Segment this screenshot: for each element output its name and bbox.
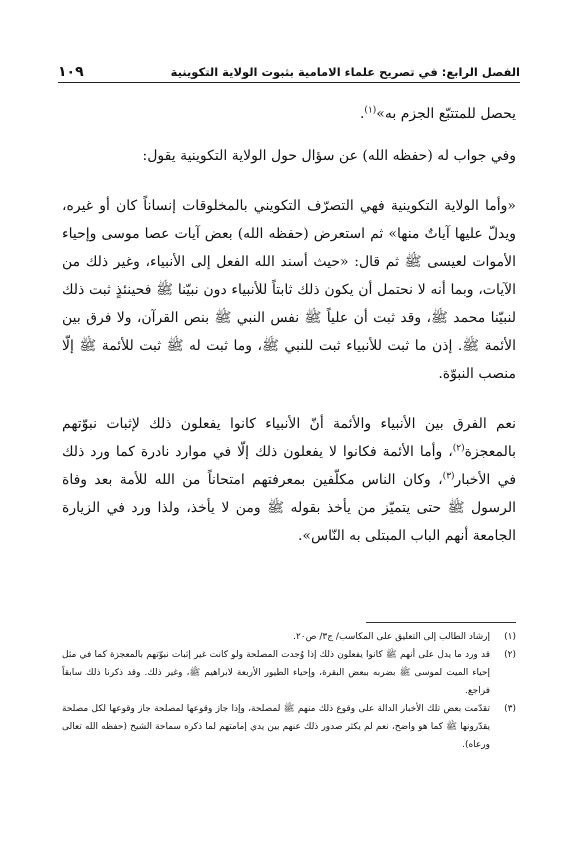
paragraph-4-text-c: ، وكان الناس مكلّفين بمعرفتهم امتحاناً من الله للأمة بعد وفاة الرسول ﷺ حتى يتميّز من يأخذ بقوله ﷺ ومن لا يأخذ، ولذا ورد في الزيارة الجامعة أنهم الباب المبتلى به النّاس». — [62, 472, 516, 544]
page-header — [58, 58, 520, 83]
paragraph-2: وفي جواب له (حفظه الله) عن سؤال حول الولاية التكوينية يقول: — [142, 148, 516, 164]
footnotes — [62, 628, 516, 754]
footnote-ref-2: (٢) — [452, 443, 465, 454]
paragraph-3: «وأما الولاية التكوينية فهي التصرّف التكويني بالمخلوقات إنساناً كان أو غيره، ويدلّ عليها آياتٌ منها» ثم استعرض (حفظه الله) بعض آيات عصا موسى وإحياء الأموات لعيسى ﷺ ثم قال: «حيث أسند الله الفعل إلى الأنبياء، وغير ذلك من الآيات، وبما أنه لا نحتمل أن يكون ذلك ثابتاً للأنبياء دون نبيّنا ﷺ فحينئذٍ ثبت ذلك لنبيّنا محمد ﷺ، وقد ثبت أن علياً ﷺ نفس النبي ﷺ بنص القرآن، ولا فرق بين الأئمة ﷺ. إذن ما ثبت للأنبياء ثبت للنبي ﷺ، وما ثبت له ﷺ ثبت للأئمة ﷺ إلّا منصب النبوّة. — [62, 198, 516, 382]
footnote-number: (١) — [504, 632, 516, 642]
footnote-number: (٢) — [504, 650, 516, 660]
paragraph-4-text-a: نعم الفرق بين الأنبياء والأئمة أنّ الأنبياء كانوا يفعلون ذلك لإثبات نبوّتهم بالمعجزة — [62, 416, 516, 460]
footnote-text: قد ورد ما يدل على أنهم ﷺ كانوا يفعلون ذلك إذا وُجدت المصلحة ولو كانت غير إثبات نبوّتهم بالمعجزة كما في مثل إحياء الميت لموسى ﷺ بضربه ببعض البقرة، وإحياء الطيور الأربعة لابراهيم ﷺ، وغير ذلك. وقد ذكرنا ذلك سابقاً فراجع. — [62, 650, 490, 696]
footnote-divider — [366, 622, 516, 623]
running-title: الفصل الرابع: في تصريح علماء الامامية بثبوت الولاية التكوينية — [170, 65, 520, 79]
footnote-ref-3: (٣) — [442, 471, 455, 482]
paragraph-4 — [62, 410, 516, 550]
page-number: ١٠٩ — [58, 64, 84, 80]
paragraph-1-text: يحصل للمتتبّع الجزم به» — [376, 106, 516, 122]
paragraph-1: يحصل للمتتبّع الجزم به»$^{(١)}$. — [359, 105, 516, 122]
paragraph-4-text-b: ، وأما الأئمة فكانوا لا يفعلون ذلك إلّا في موارد نادرة كما ورد ذلك في الأخبار — [62, 444, 517, 488]
footnote-text: تقدّمت بعض تلك الأخبار الدالة على وقوع ذلك منهم ﷺ لمصلحة، وإذا جاز وقوعها لمصلحة جاز وقوعها لكل مصلحة يقدّرونها ﷺ كما هو واضح، نعم لم يكثر صدور ذلك عنهم بين يدي إمامتهم لما ذكره سماحة الشيخ (حفظه الله تعالى ورعاه). — [62, 704, 490, 750]
footnote-3 — [62, 700, 516, 754]
footnote-1 — [62, 628, 516, 646]
main-text — [62, 100, 516, 550]
footnote-number: (٣) — [504, 704, 516, 714]
footnote-2 — [62, 646, 516, 700]
footnote-text: إرشاد الطالب إلى التعليق على المكاسب/ ج٣/ ص٢٠. — [293, 632, 490, 642]
footnote-ref-1: (١) — [364, 105, 377, 116]
